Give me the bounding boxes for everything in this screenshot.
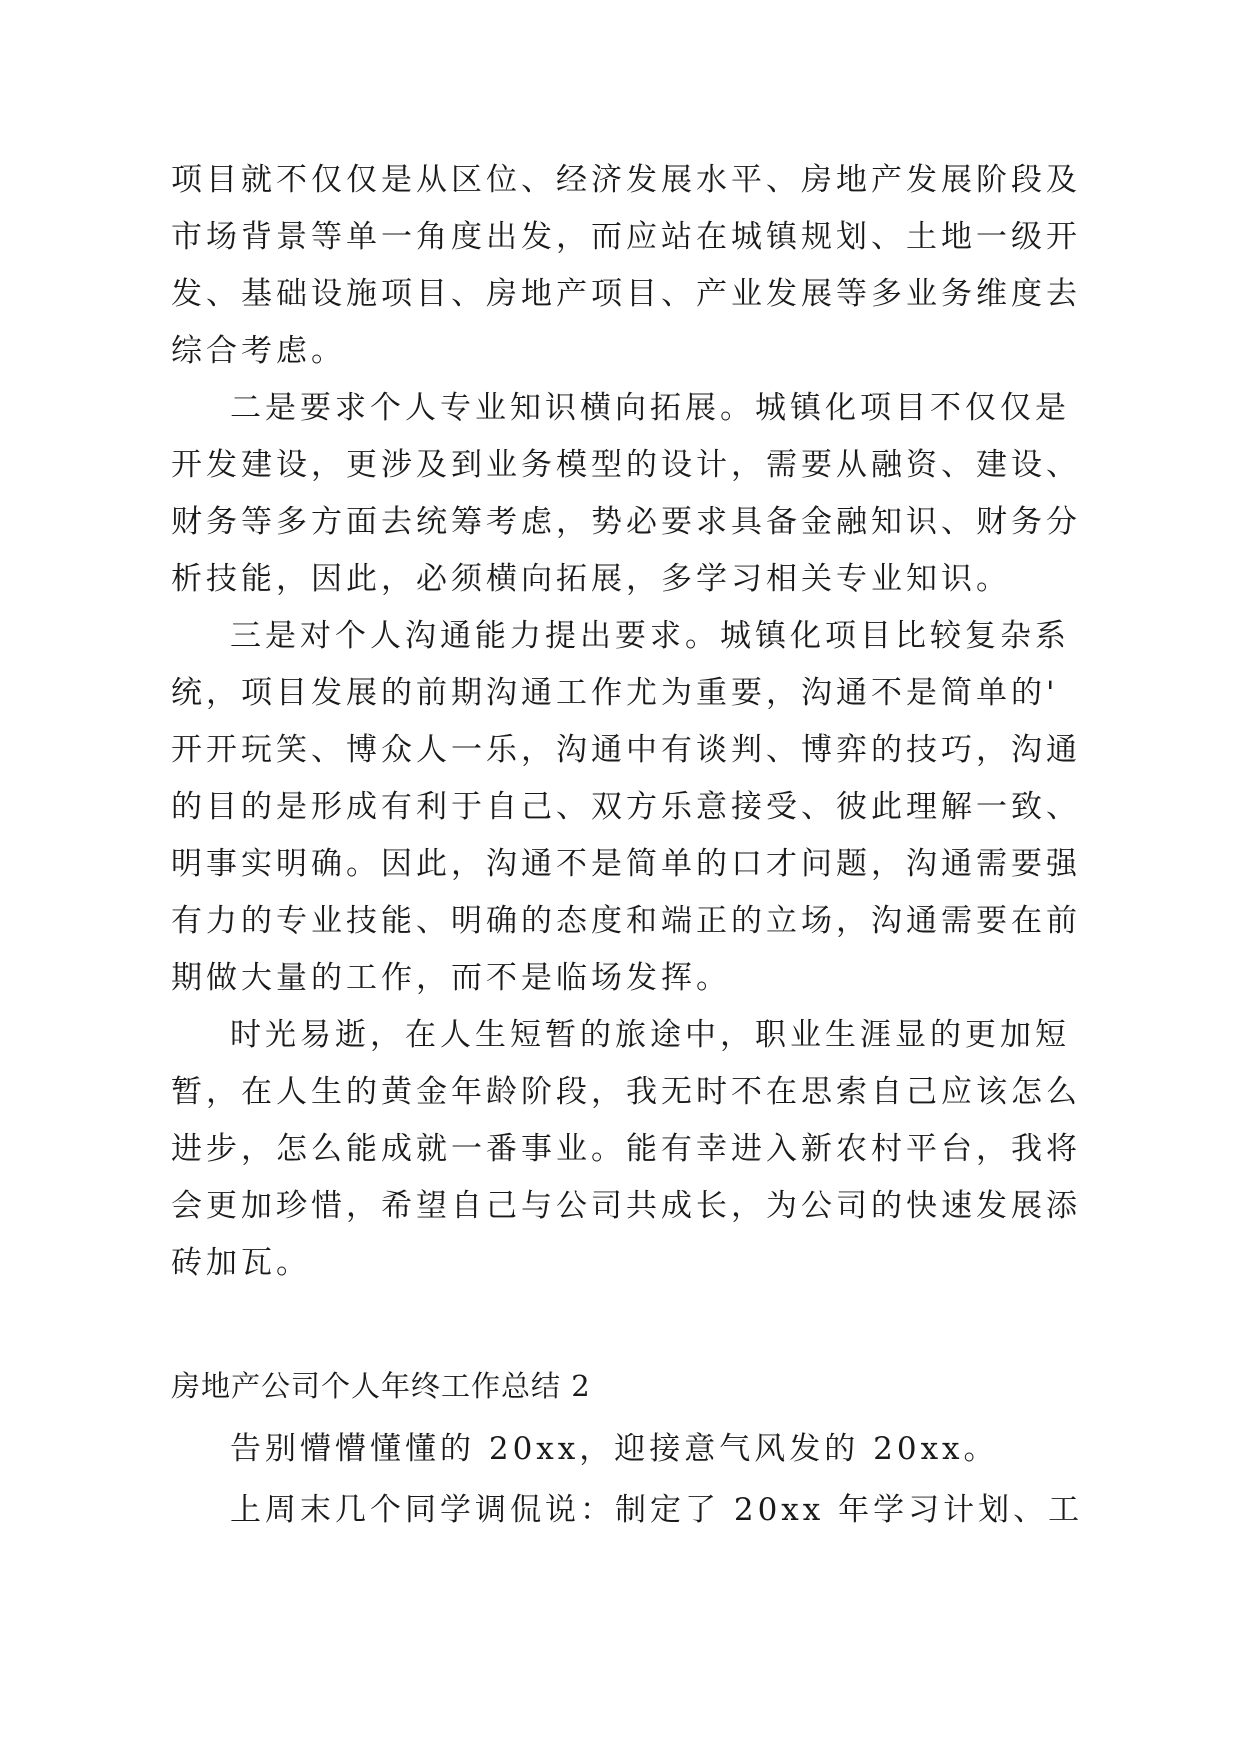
- paragraph-3-line-6: 有力的专业技能、明确的态度和端正的立场，沟通需要在前: [171, 903, 1081, 939]
- paragraph-line: [0, 1480, 1241, 1540]
- paragraph-line: [0, 207, 1241, 267]
- paragraph-4-line-5: 砖加瓦。: [171, 1245, 311, 1281]
- paragraph-2-line-2: 开发建设，更涉及到业务模型的设计，需要从融资、建设、: [171, 447, 1081, 483]
- paragraph-line: [0, 150, 1241, 210]
- paragraph-6-line-1: 上周末几个同学调侃说：制定了 20xx 年学习计划、工: [230, 1492, 1084, 1528]
- paragraph-2-line-1: 二是要求个人专业知识横向拓展。城镇化项目不仅仅是: [230, 390, 1070, 426]
- paragraph-line: [0, 264, 1241, 324]
- paragraph-3-line-5: 明事实明确。因此，沟通不是简单的口才问题，沟通需要强: [171, 846, 1081, 882]
- paragraph-line: [0, 1176, 1241, 1236]
- paragraph-4-line-1: 时光易逝，在人生短暂的旅途中，职业生涯显的更加短: [230, 1017, 1070, 1053]
- paragraph-3-line-3: 开开玩笑、博众人一乐，沟通中有谈判、博弈的技巧，沟通: [171, 732, 1081, 768]
- paragraph-4-line-4: 会更加珍惜，希望自己与公司共成长，为公司的快速发展添: [171, 1188, 1081, 1224]
- paragraph-line: [0, 720, 1241, 780]
- paragraph-line: [0, 663, 1241, 723]
- paragraph-4-line-2: 暂，在人生的黄金年龄阶段，我无时不在思索自己应该怎么: [171, 1074, 1081, 1110]
- paragraph-line: [0, 1233, 1241, 1293]
- paragraph-line: [0, 891, 1241, 951]
- paragraph-line: [0, 378, 1241, 438]
- section-title: 房地产公司个人年终工作总结 2: [171, 1369, 591, 1403]
- paragraph-line: [0, 1419, 1241, 1479]
- paragraph-line: [0, 549, 1241, 609]
- paragraph-line: [0, 321, 1241, 381]
- paragraph-3-line-1: 三是对个人沟通能力提出要求。城镇化项目比较复杂系: [230, 618, 1070, 654]
- paragraph-2-line-4: 析技能，因此，必须横向拓展，多学习相关专业知识。: [171, 561, 1011, 597]
- paragraph-1-line-3: 发、基础设施项目、房地产项目、产业发展等多业务维度去: [171, 276, 1081, 312]
- paragraph-5-line-1: 告别懵懵懂懂的 20xx，迎接意气风发的 20xx。: [230, 1431, 999, 1467]
- paragraph-line: [0, 777, 1241, 837]
- paragraph-1-line-4: 综合考虑。: [171, 333, 346, 369]
- paragraph-1-line-2: 市场背景等单一角度出发，而应站在城镇规划、土地一级开: [171, 219, 1081, 255]
- paragraph-line: [0, 834, 1241, 894]
- paragraph-3-line-4: 的目的是形成有利于自己、双方乐意接受、彼此理解一致、: [171, 789, 1081, 825]
- paragraph-3-line-7: 期做大量的工作，而不是临场发挥。: [171, 960, 731, 996]
- paragraph-2-line-3: 财务等多方面去统筹考虑，势必要求具备金融知识、财务分: [171, 504, 1081, 540]
- paragraph-line: [0, 1005, 1241, 1065]
- paragraph-line: [0, 1119, 1241, 1179]
- paragraph-3-line-2: 统，项目发展的前期沟通工作尤为重要，沟通不是简单的': [171, 675, 1059, 711]
- paragraph-4-line-3: 进步，怎么能成就一番事业。能有幸进入新农村平台，我将: [171, 1131, 1081, 1167]
- paragraph-line: [0, 948, 1241, 1008]
- paragraph-1-line-1: 项目就不仅仅是从区位、经济发展水平、房地产发展阶段及: [171, 162, 1081, 198]
- paragraph-line: [0, 1062, 1241, 1122]
- paragraph-line: [0, 606, 1241, 666]
- section-title-row: [0, 1356, 1241, 1416]
- paragraph-line: [0, 492, 1241, 552]
- paragraph-line: [0, 435, 1241, 495]
